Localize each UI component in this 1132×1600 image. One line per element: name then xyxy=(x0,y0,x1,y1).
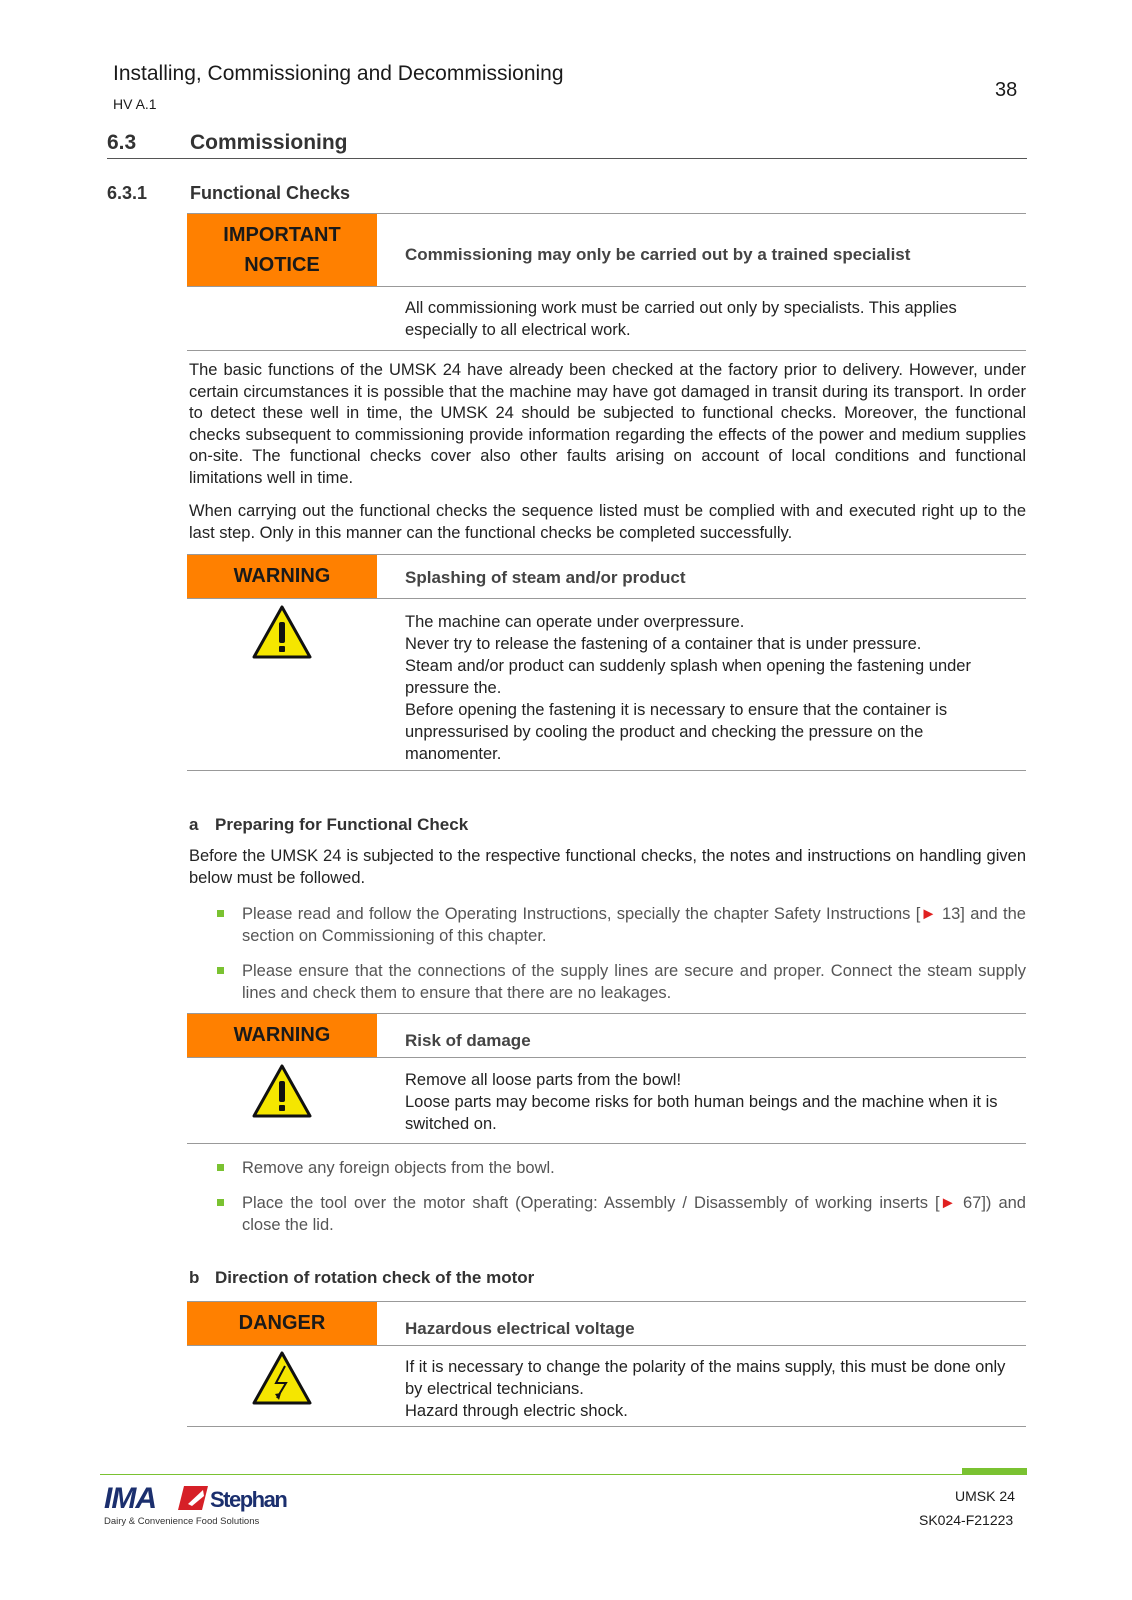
preparation-paragraph: Before the UMSK 24 is subjected to the respective functional checks, the notes and instructions on handling given below must be followed. xyxy=(189,847,1026,887)
warning-triangle-icon xyxy=(251,604,313,660)
warning-line: Remove all loose parts from the bowl! xyxy=(405,1071,682,1089)
electric-hazard-icon xyxy=(251,1350,313,1406)
danger-body xyxy=(405,1356,1016,1422)
footer-model: UMSK 24 xyxy=(955,1488,1015,1504)
danger-line: If it is necessary to change the polarity of the mains supply, this must be done only by electrical technicians. xyxy=(405,1358,1006,1398)
warning-line: Loose parts may become risks for both human beings and the machine when it is switched on. xyxy=(405,1093,998,1133)
warning-box-steam xyxy=(187,554,1026,763)
subheading-b xyxy=(189,1268,534,1288)
svg-text:IMA: IMA xyxy=(104,1482,156,1514)
important-notice-badge xyxy=(187,214,377,286)
warning-title: Risk of damage xyxy=(405,1031,531,1050)
list-item-text: 13] and the section on Commissioning of this chapter. xyxy=(242,905,1026,945)
important-notice-title: Commissioning may only be carried out by a trained specialist xyxy=(405,245,911,264)
footer-accent-bar xyxy=(962,1468,1027,1475)
badge-line-2: NOTICE xyxy=(244,254,320,276)
important-notice-box xyxy=(187,213,1026,351)
list-item xyxy=(217,1157,1026,1179)
warning-badge: WARNING xyxy=(187,555,377,598)
notice-divider xyxy=(187,770,1026,771)
section-title: Commissioning xyxy=(190,131,348,154)
bullet-square-icon xyxy=(217,1199,224,1206)
document-version: HV A.1 xyxy=(113,96,157,112)
bullet-square-icon xyxy=(217,910,224,917)
document-header-title: Installing, Commissioning and Decommissioning xyxy=(113,62,564,85)
bullet-square-icon xyxy=(217,967,224,974)
warning-body xyxy=(405,1069,1016,1135)
warning-badge: WARNING xyxy=(187,1014,377,1057)
list-item-text: Place the tool over the motor shaft (Operating: Assembly / Disassembly of working inserts [ xyxy=(242,1194,940,1212)
danger-title: Hazardous electrical voltage xyxy=(405,1319,635,1338)
list-item-text: Please read and follow the Operating Instructions, specially the chapter Safety Instructions [ xyxy=(242,905,921,923)
cross-reference-arrow-icon[interactable]: ► xyxy=(939,1194,956,1212)
badge-line-1: IMPORTANT xyxy=(223,224,341,246)
subheading-label: b xyxy=(189,1268,200,1287)
section-number: 6.3 xyxy=(107,131,137,154)
list-item xyxy=(217,960,1026,1004)
notice-divider xyxy=(187,1426,1026,1427)
subheading-title: Preparing for Functional Check xyxy=(215,815,469,834)
notice-divider xyxy=(187,1143,1026,1144)
warning-triangle-icon xyxy=(251,1063,313,1119)
subheading-a xyxy=(189,815,468,835)
list-item-text: Remove any foreign objects from the bowl. xyxy=(242,1159,555,1177)
list-item xyxy=(217,1192,1026,1236)
important-notice-body: All commissioning work must be carried out only by specialists. This applies especially to all electrical work. xyxy=(405,299,957,339)
danger-line: Hazard through electric shock. xyxy=(405,1402,628,1420)
warning-line: The machine can operate under overpressure. xyxy=(405,613,745,631)
danger-badge: DANGER xyxy=(187,1302,377,1345)
sequence-paragraph: When carrying out the functional checks the sequence listed must be complied with and executed right up to the last step. Only in this manner can the functional checks be completed successfully. xyxy=(189,502,1026,542)
list-item xyxy=(217,903,1026,947)
notice-divider xyxy=(187,350,1026,351)
subsection-title: Functional Checks xyxy=(190,183,351,203)
cross-reference-arrow-icon[interactable]: ► xyxy=(920,905,937,923)
danger-box xyxy=(187,1301,1026,1420)
warning-line: Never try to release the fastening of a container that is under pressure. xyxy=(405,635,922,653)
list-item-text: Please ensure that the connections of the supply lines are secure and proper. Connect the steam supply lines and check them to ensure that there are no leakages. xyxy=(242,962,1026,1002)
bullet-square-icon xyxy=(217,1164,224,1171)
intro-paragraph: The basic functions of the UMSK 24 have already been checked at the factory prior to delivery. However, under certain circumstances it is possible that the machine may have got damaged in transit during its transport. In order to detect these well in time, the UMSK 24 should be subjected to functional checks. Moreover, the functional checks subsequent to commissioning provide information regarding the effects of the power and medium supplies on-site. The functional checks cover also other faults arising on account of local conditions and functional limitations well in time. xyxy=(189,361,1026,487)
warning-line: Steam and/or product can suddenly splash when opening the fastening under pressure the. xyxy=(405,657,971,697)
warning-body xyxy=(405,611,1016,765)
page-number: 38 xyxy=(995,79,1018,101)
footer-rule xyxy=(100,1474,1027,1475)
subsection-heading xyxy=(107,183,350,204)
logo-tagline: Dairy & Convenience Food Solutions xyxy=(104,1516,260,1527)
svg-text:Stephan: Stephan xyxy=(210,1487,287,1512)
warning-title: Splashing of steam and/or product xyxy=(405,568,686,587)
subsection-number: 6.3.1 xyxy=(107,183,148,203)
section-heading xyxy=(107,131,1027,159)
ima-stephan-logo xyxy=(104,1480,294,1514)
warning-box-damage xyxy=(187,1013,1026,1133)
warning-line: Before opening the fastening it is necessary to ensure that the container is unpressurised by cooling the product and checking the pressure on the manomenter. xyxy=(405,701,948,763)
list-item-text: 67]) and close the lid. xyxy=(242,1194,1026,1234)
footer-doc-code: SK024-F21223 xyxy=(919,1512,1014,1528)
subheading-title: Direction of rotation check of the motor xyxy=(215,1268,535,1287)
subheading-label: a xyxy=(189,815,199,834)
